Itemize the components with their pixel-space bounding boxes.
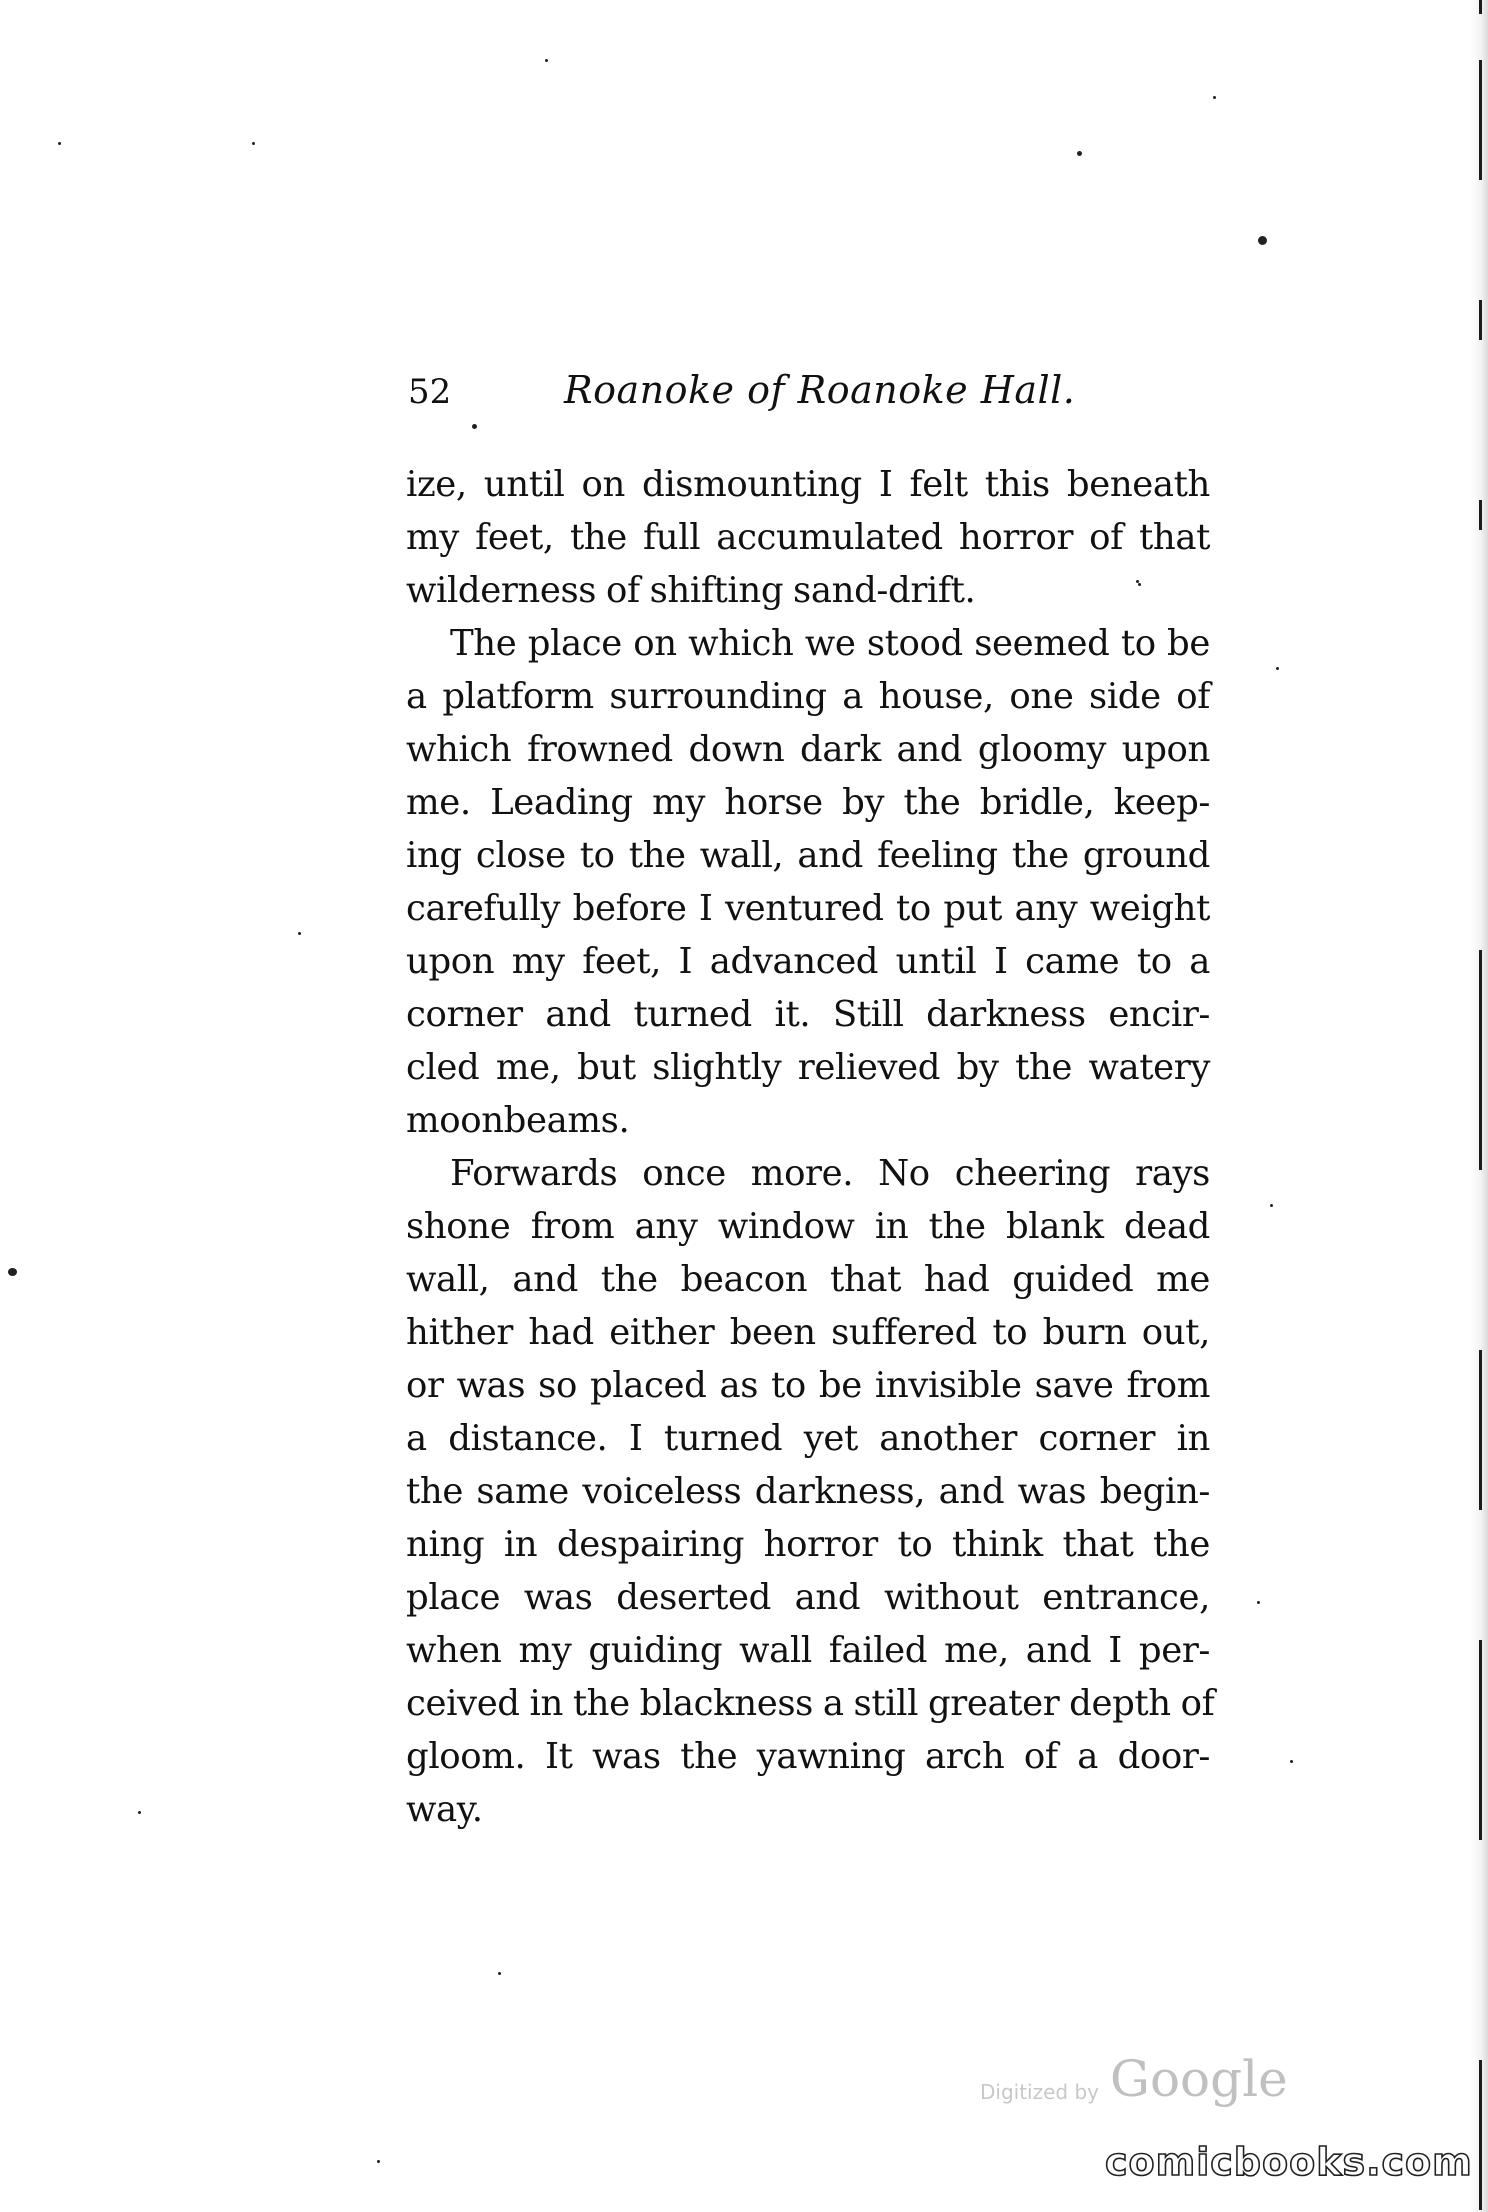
edge-mark (1479, 950, 1482, 1170)
text-line: the same voiceless darkness, and was begin- (406, 1471, 1210, 1512)
scan-speck (1270, 1204, 1273, 1207)
text-line: or was so placed as to be invisible save from (406, 1365, 1210, 1406)
scan-speck (1290, 1760, 1293, 1763)
edge-mark (1479, 300, 1482, 340)
running-header (408, 368, 1208, 432)
text-line: ning in despairing horror to think that the (406, 1524, 1210, 1565)
text-line: a platform surrounding a house, one side of (406, 676, 1210, 717)
scan-speck (138, 1811, 141, 1814)
text-line: The place on which we stood seemed to be (450, 623, 1210, 664)
text-line: hither had either been suffered to burn out, (406, 1312, 1210, 1353)
site-watermark: comicbooks.com (1105, 2140, 1473, 2184)
edge-mark (1479, 1350, 1482, 1510)
edge-mark (1479, 60, 1482, 180)
text-line: my feet, the full accumulated horror of that (406, 517, 1210, 558)
body-text (406, 458, 1215, 1836)
edge-mark (1479, 1640, 1482, 1840)
google-watermark (980, 2050, 1300, 2120)
scan-speck (298, 932, 301, 935)
text-line: wall, and the beacon that had guided me (406, 1259, 1210, 1300)
running-title: Roanoke of Roanoke Hall. (564, 368, 1076, 412)
text-line: corner and turned it. Still darkness encir- (406, 994, 1210, 1035)
text-line: shone from any window in the blank dead (406, 1206, 1210, 1247)
text-line: ing close to the wall, and feeling the ground (406, 835, 1210, 876)
scan-speck (545, 59, 548, 62)
google-logo: Google (1110, 2050, 1288, 2108)
text-line: way. (406, 1789, 483, 1830)
edge-mark (1479, 0, 1482, 14)
text-line: ceived in the blackness a still greater depth of (406, 1683, 1215, 1724)
scan-speck (498, 1972, 501, 1975)
text-line: which frowned down dark and gloomy upon (406, 729, 1210, 770)
scan-speck (252, 142, 255, 145)
scan-speck (1213, 96, 1216, 99)
scan-speck (1257, 1601, 1260, 1604)
text-line: when my guiding wall failed me, and I per- (406, 1630, 1210, 1671)
text-line: wilderness of shifting sand-drift. (406, 570, 976, 611)
digitized-by-label: Digitized by (980, 2080, 1099, 2104)
page-number: 52 (408, 372, 452, 412)
text-line: gloom. It was the yawning arch of a door- (406, 1736, 1210, 1777)
text-line: ize, until on dismounting I felt this beneath (406, 464, 1210, 505)
text-line: a distance. I turned yet another corner in (406, 1418, 1210, 1459)
text-line: Forwards once more. No cheering rays (450, 1153, 1210, 1194)
edge-mark (1479, 500, 1482, 530)
text-line: cled me, but slightly relieved by the watery (406, 1047, 1210, 1088)
scan-speck (8, 1268, 17, 1276)
scan-speck (1258, 236, 1267, 245)
text-line: upon my feet, I advanced until I came to a (406, 941, 1210, 982)
scan-speck (1276, 667, 1279, 670)
scan-speck (377, 2160, 380, 2163)
text-line: me. Leading my horse by the bridle, keep- (406, 782, 1210, 823)
text-line: moonbeams. (406, 1100, 630, 1141)
text-line: carefully before I ventured to put any weight (406, 888, 1210, 929)
edge-mark (1479, 2060, 1482, 2210)
text-line: place was deserted and without entrance, (406, 1577, 1210, 1618)
scan-speck (1077, 151, 1082, 156)
scan-speck (58, 142, 61, 145)
